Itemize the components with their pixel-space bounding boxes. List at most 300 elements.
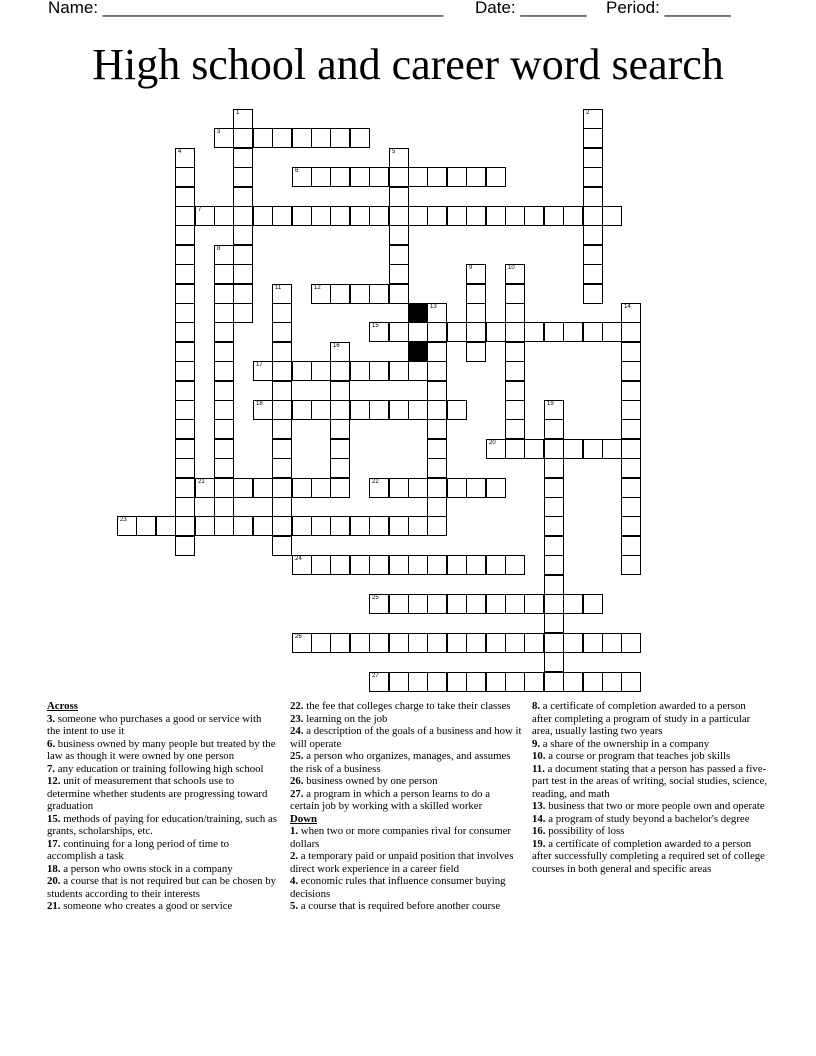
grid-cell[interactable] <box>544 478 564 498</box>
grid-cell[interactable] <box>195 516 215 536</box>
grid-cell[interactable] <box>524 439 544 459</box>
grid-cell[interactable] <box>466 478 486 498</box>
grid-cell[interactable] <box>272 516 292 536</box>
grid-cell[interactable] <box>214 245 234 265</box>
grid-cell[interactable] <box>214 361 234 381</box>
grid-cell[interactable] <box>214 439 234 459</box>
grid-cell[interactable] <box>505 322 525 342</box>
grid-cell[interactable] <box>466 342 486 362</box>
grid-cell[interactable] <box>175 342 195 362</box>
grid-cell[interactable] <box>233 128 253 148</box>
grid-cell[interactable] <box>505 303 525 323</box>
grid-cell[interactable] <box>369 361 389 381</box>
grid-cell[interactable] <box>311 167 331 187</box>
grid-cell[interactable] <box>330 400 350 420</box>
grid-cell[interactable] <box>330 633 350 653</box>
grid-cell[interactable] <box>311 128 331 148</box>
grid-cell[interactable] <box>369 478 389 498</box>
grid-cell[interactable] <box>233 167 253 187</box>
grid-cell[interactable] <box>330 478 350 498</box>
grid-cell[interactable] <box>427 361 447 381</box>
grid-cell[interactable] <box>175 284 195 304</box>
grid-cell[interactable] <box>233 206 253 226</box>
grid-cell[interactable] <box>272 361 292 381</box>
grid-cell[interactable] <box>272 381 292 401</box>
grid-cell[interactable] <box>505 342 525 362</box>
grid-cell[interactable] <box>408 555 428 575</box>
grid-cell[interactable] <box>408 206 428 226</box>
grid-cell[interactable] <box>427 672 447 692</box>
grid-cell[interactable] <box>621 381 641 401</box>
grid-cell[interactable] <box>175 419 195 439</box>
grid-cell[interactable] <box>214 342 234 362</box>
grid-cell[interactable] <box>389 322 409 342</box>
grid-cell[interactable] <box>389 633 409 653</box>
grid-cell[interactable] <box>583 206 603 226</box>
grid-cell[interactable] <box>583 148 603 168</box>
grid-cell[interactable] <box>175 303 195 323</box>
grid-cell[interactable] <box>408 322 428 342</box>
grid-cell[interactable] <box>195 478 215 498</box>
grid-cell[interactable] <box>292 633 312 653</box>
grid-cell[interactable] <box>175 206 195 226</box>
grid-cell[interactable] <box>563 594 583 614</box>
grid-cell[interactable] <box>272 284 292 304</box>
grid-cell[interactable] <box>544 613 564 633</box>
grid-cell[interactable] <box>214 322 234 342</box>
grid-cell[interactable] <box>486 478 506 498</box>
grid-cell[interactable] <box>350 361 370 381</box>
grid-cell[interactable] <box>408 672 428 692</box>
grid-cell[interactable] <box>175 225 195 245</box>
grid-cell[interactable] <box>505 284 525 304</box>
grid-cell[interactable] <box>389 672 409 692</box>
grid-cell[interactable] <box>621 419 641 439</box>
grid-cell[interactable] <box>563 322 583 342</box>
grid-cell[interactable] <box>408 633 428 653</box>
grid-cell[interactable] <box>544 322 564 342</box>
grid-cell[interactable] <box>505 206 525 226</box>
grid-cell[interactable] <box>389 206 409 226</box>
grid-cell[interactable] <box>583 594 603 614</box>
grid-cell[interactable] <box>253 206 273 226</box>
grid-cell[interactable] <box>233 148 253 168</box>
grid-cell[interactable] <box>175 536 195 556</box>
grid-cell[interactable] <box>233 284 253 304</box>
name-field[interactable]: Name: ____________________________________ <box>48 0 444 17</box>
grid-cell[interactable] <box>292 361 312 381</box>
grid-cell[interactable] <box>272 128 292 148</box>
grid-cell[interactable] <box>544 536 564 556</box>
clue-item <box>290 825 522 850</box>
clue-item-number: 6. <box>47 737 56 750</box>
grid-cell[interactable] <box>544 672 564 692</box>
grid-cell[interactable] <box>214 516 234 536</box>
grid-cell[interactable] <box>175 400 195 420</box>
grid-cell[interactable] <box>272 497 292 517</box>
grid-cell[interactable] <box>427 342 447 362</box>
grid-cell[interactable] <box>583 284 603 304</box>
grid-cell[interactable] <box>524 206 544 226</box>
grid-cell[interactable] <box>253 128 273 148</box>
grid-cell[interactable] <box>233 109 253 129</box>
grid-cell[interactable] <box>369 516 389 536</box>
grid-cell[interactable] <box>447 167 467 187</box>
grid-cell[interactable] <box>544 439 564 459</box>
grid-cell[interactable] <box>330 516 350 536</box>
grid-cell[interactable] <box>447 594 467 614</box>
grid-cell[interactable] <box>330 128 350 148</box>
grid-cell[interactable] <box>505 264 525 284</box>
grid-cell[interactable] <box>583 672 603 692</box>
grid-cell[interactable] <box>602 206 622 226</box>
grid-cell[interactable] <box>408 516 428 536</box>
grid-cell[interactable] <box>253 400 273 420</box>
grid-cell[interactable] <box>350 516 370 536</box>
grid-cell[interactable] <box>175 167 195 187</box>
grid-cell[interactable] <box>175 497 195 517</box>
grid-cell[interactable] <box>272 342 292 362</box>
grid-cell[interactable] <box>389 516 409 536</box>
grid-cell[interactable] <box>214 381 234 401</box>
grid-cell[interactable] <box>214 419 234 439</box>
grid-cell[interactable] <box>272 206 292 226</box>
grid-cell[interactable] <box>253 516 273 536</box>
grid-cell[interactable] <box>292 478 312 498</box>
grid-cell[interactable] <box>233 303 253 323</box>
grid-cell[interactable] <box>583 187 603 207</box>
grid-cell[interactable] <box>175 264 195 284</box>
grid-cell[interactable] <box>330 381 350 401</box>
grid-cell[interactable] <box>214 284 234 304</box>
grid-cell[interactable] <box>233 187 253 207</box>
grid-cell[interactable] <box>311 361 331 381</box>
grid-cell[interactable] <box>427 303 447 323</box>
grid-cell[interactable] <box>350 633 370 653</box>
grid-cell[interactable] <box>524 633 544 653</box>
grid-cell[interactable] <box>311 206 331 226</box>
grid-cell[interactable] <box>175 245 195 265</box>
grid-cell[interactable] <box>544 458 564 478</box>
grid-cell[interactable] <box>330 342 350 362</box>
grid-cell[interactable] <box>272 400 292 420</box>
grid-cell[interactable] <box>389 225 409 245</box>
grid-cell[interactable] <box>408 400 428 420</box>
grid-cell[interactable] <box>408 167 428 187</box>
grid-cell[interactable] <box>311 400 331 420</box>
grid-cell[interactable] <box>466 303 486 323</box>
grid-cell[interactable] <box>389 555 409 575</box>
grid-cell[interactable] <box>563 633 583 653</box>
grid-cell[interactable] <box>136 516 156 536</box>
grid-cell[interactable] <box>214 400 234 420</box>
grid-cell[interactable] <box>505 594 525 614</box>
grid-cell[interactable] <box>427 322 447 342</box>
grid-cell[interactable] <box>524 322 544 342</box>
grid-cell[interactable] <box>330 458 350 478</box>
grid-cell[interactable] <box>621 342 641 362</box>
grid-cell[interactable] <box>447 400 467 420</box>
grid-cell[interactable] <box>621 303 641 323</box>
grid-cell[interactable] <box>466 206 486 226</box>
grid-cell[interactable] <box>583 322 603 342</box>
grid-cell[interactable] <box>350 284 370 304</box>
grid-cell[interactable] <box>427 206 447 226</box>
grid-cell[interactable] <box>330 206 350 226</box>
grid-cell[interactable] <box>330 361 350 381</box>
grid-cell[interactable] <box>544 400 564 420</box>
grid-cell[interactable] <box>350 206 370 226</box>
grid-cell[interactable] <box>427 594 447 614</box>
grid-cell[interactable] <box>486 206 506 226</box>
grid-cell[interactable] <box>292 516 312 536</box>
grid-cell[interactable] <box>621 400 641 420</box>
grid-cell[interactable] <box>544 497 564 517</box>
grid-cell[interactable] <box>350 128 370 148</box>
grid-cell[interactable] <box>544 206 564 226</box>
grid-cell[interactable] <box>486 672 506 692</box>
grid-cell[interactable] <box>427 381 447 401</box>
clue-item-number: 12. <box>47 775 61 787</box>
grid-cell[interactable] <box>369 555 389 575</box>
clue-number: 18 <box>256 401 263 407</box>
grid-cell[interactable] <box>330 167 350 187</box>
grid-cell[interactable] <box>175 148 195 168</box>
grid-cell[interactable] <box>621 536 641 556</box>
grid-cell[interactable] <box>389 264 409 284</box>
grid-cell[interactable] <box>621 633 641 653</box>
grid-cell[interactable] <box>544 555 564 575</box>
grid-cell[interactable] <box>427 439 447 459</box>
grid-cell[interactable] <box>602 672 622 692</box>
grid-cell[interactable] <box>583 245 603 265</box>
grid-cell[interactable] <box>486 439 506 459</box>
grid-cell[interactable] <box>233 245 253 265</box>
grid-cell[interactable] <box>369 167 389 187</box>
grid-cell[interactable] <box>311 284 331 304</box>
grid-cell[interactable] <box>447 206 467 226</box>
grid-cell[interactable] <box>233 225 253 245</box>
grid-cell[interactable] <box>330 439 350 459</box>
grid-cell[interactable] <box>311 555 331 575</box>
grid-cell[interactable] <box>544 575 564 595</box>
grid-cell[interactable] <box>272 478 292 498</box>
grid-cell[interactable] <box>621 497 641 517</box>
grid-cell[interactable] <box>505 439 525 459</box>
grid-cell[interactable] <box>621 361 641 381</box>
grid-cell[interactable] <box>427 516 447 536</box>
grid-cell[interactable] <box>486 167 506 187</box>
grid-cell[interactable] <box>466 594 486 614</box>
date-field[interactable]: Date: _______ <box>475 0 587 17</box>
grid-cell[interactable] <box>369 322 389 342</box>
grid-cell[interactable] <box>427 497 447 517</box>
grid-cell[interactable] <box>369 672 389 692</box>
clue-item-number: 23. <box>290 712 304 725</box>
grid-cell[interactable] <box>466 167 486 187</box>
grid-cell[interactable] <box>389 400 409 420</box>
grid-cell[interactable] <box>214 458 234 478</box>
grid-cell[interactable] <box>195 206 215 226</box>
grid-cell[interactable] <box>602 439 622 459</box>
grid-cell[interactable] <box>175 439 195 459</box>
grid-cell[interactable] <box>292 206 312 226</box>
grid-cell[interactable] <box>175 478 195 498</box>
grid-cell[interactable] <box>272 439 292 459</box>
grid-cell[interactable] <box>175 516 195 536</box>
grid-cell[interactable] <box>524 672 544 692</box>
grid-cell[interactable] <box>233 264 253 284</box>
grid-cell[interactable] <box>447 555 467 575</box>
grid-cell[interactable] <box>583 264 603 284</box>
grid-cell[interactable] <box>175 381 195 401</box>
grid-cell[interactable] <box>583 439 603 459</box>
grid-cell[interactable] <box>272 419 292 439</box>
grid-cell[interactable] <box>330 555 350 575</box>
grid-cell[interactable] <box>602 322 622 342</box>
grid-cell[interactable] <box>214 206 234 226</box>
grid-cell[interactable] <box>583 225 603 245</box>
grid-cell[interactable] <box>350 555 370 575</box>
grid-cell[interactable] <box>505 555 525 575</box>
grid-cell[interactable] <box>311 633 331 653</box>
grid-cell[interactable] <box>583 109 603 129</box>
grid-cell[interactable] <box>466 672 486 692</box>
grid-cell[interactable] <box>602 633 622 653</box>
grid-cell[interactable] <box>466 264 486 284</box>
grid-cell[interactable] <box>408 478 428 498</box>
grid-cell[interactable] <box>524 594 544 614</box>
grid-cell[interactable] <box>621 439 641 459</box>
grid-cell[interactable] <box>350 167 370 187</box>
clue-item-text: unit of measurement that schools use to determine whether students are progressing toward graduation <box>47 775 268 812</box>
grid-cell[interactable] <box>466 555 486 575</box>
grid-cell[interactable] <box>175 361 195 381</box>
period-field[interactable]: Period: _______ <box>606 0 731 17</box>
grid-cell[interactable] <box>563 439 583 459</box>
grid-cell[interactable] <box>427 458 447 478</box>
grid-cell[interactable] <box>447 322 467 342</box>
grid-cell[interactable] <box>544 419 564 439</box>
grid-cell[interactable] <box>311 478 331 498</box>
grid-cell[interactable] <box>233 478 253 498</box>
grid-cell[interactable] <box>447 672 467 692</box>
grid-cell[interactable] <box>621 555 641 575</box>
grid-cell[interactable] <box>156 516 176 536</box>
grid-cell[interactable] <box>233 516 253 536</box>
grid-cell[interactable] <box>447 478 467 498</box>
grid-cell[interactable] <box>389 167 409 187</box>
grid-cell[interactable] <box>466 633 486 653</box>
grid-cell[interactable] <box>505 419 525 439</box>
grid-cell[interactable] <box>466 322 486 342</box>
grid-cell[interactable] <box>408 594 428 614</box>
grid-cell[interactable] <box>505 361 525 381</box>
grid-cell[interactable] <box>621 478 641 498</box>
grid-cell[interactable] <box>330 284 350 304</box>
grid-cell[interactable] <box>175 322 195 342</box>
grid-cell[interactable] <box>214 264 234 284</box>
grid-cell[interactable] <box>117 516 137 536</box>
grid-cell[interactable] <box>466 284 486 304</box>
grid-cell[interactable] <box>292 167 312 187</box>
grid-cell[interactable] <box>389 478 409 498</box>
grid-cell[interactable] <box>389 361 409 381</box>
grid-cell[interactable] <box>427 167 447 187</box>
grid-cell[interactable] <box>621 458 641 478</box>
grid-cell[interactable] <box>583 167 603 187</box>
grid-cell[interactable] <box>272 458 292 478</box>
grid-cell[interactable] <box>408 361 428 381</box>
grid-cell[interactable] <box>311 516 331 536</box>
grid-cell[interactable] <box>583 633 603 653</box>
grid-cell[interactable] <box>350 400 370 420</box>
grid-cell[interactable] <box>292 400 312 420</box>
grid-cell[interactable] <box>369 284 389 304</box>
grid-cell[interactable] <box>272 536 292 556</box>
grid-cell[interactable] <box>544 516 564 536</box>
grid-cell[interactable] <box>447 633 467 653</box>
grid-cell[interactable] <box>621 672 641 692</box>
grid-cell[interactable] <box>544 633 564 653</box>
grid-cell[interactable] <box>369 400 389 420</box>
grid-cell[interactable] <box>272 303 292 323</box>
grid-cell[interactable] <box>214 497 234 517</box>
grid-cell[interactable] <box>272 322 292 342</box>
grid-cell[interactable] <box>214 478 234 498</box>
grid-cell[interactable] <box>369 594 389 614</box>
grid-cell[interactable] <box>175 458 195 478</box>
grid-cell[interactable] <box>330 419 350 439</box>
grid-cell[interactable] <box>505 381 525 401</box>
grid-cell[interactable] <box>214 128 234 148</box>
grid-cell[interactable] <box>544 652 564 672</box>
grid-cell[interactable] <box>369 633 389 653</box>
grid-cell[interactable] <box>486 322 506 342</box>
grid-cell[interactable] <box>505 400 525 420</box>
grid-cell[interactable] <box>621 322 641 342</box>
grid-cell[interactable] <box>253 478 273 498</box>
grid-cell[interactable] <box>389 594 409 614</box>
grid-cell[interactable] <box>427 400 447 420</box>
grid-cell[interactable] <box>544 594 564 614</box>
grid-cell[interactable] <box>175 187 195 207</box>
grid-cell[interactable] <box>214 303 234 323</box>
grid-cell[interactable] <box>389 187 409 207</box>
grid-cell[interactable] <box>486 555 506 575</box>
grid-cell[interactable] <box>389 148 409 168</box>
grid-cell[interactable] <box>583 128 603 148</box>
grid-cell[interactable] <box>486 633 506 653</box>
grid-cell[interactable] <box>505 633 525 653</box>
grid-cell[interactable] <box>486 594 506 614</box>
grid-cell[interactable] <box>427 633 447 653</box>
grid-cell[interactable] <box>505 672 525 692</box>
grid-cell[interactable] <box>253 361 273 381</box>
grid-cell[interactable] <box>292 555 312 575</box>
grid-cell[interactable] <box>427 419 447 439</box>
grid-cell[interactable] <box>369 206 389 226</box>
grid-cell[interactable] <box>292 128 312 148</box>
grid-cell[interactable] <box>427 555 447 575</box>
grid-cell[interactable] <box>427 478 447 498</box>
grid-cell[interactable] <box>389 284 409 304</box>
grid-cell[interactable] <box>563 672 583 692</box>
grid-cell[interactable] <box>563 206 583 226</box>
grid-cell[interactable] <box>389 245 409 265</box>
grid-cell[interactable] <box>621 516 641 536</box>
clue-column <box>47 700 277 913</box>
